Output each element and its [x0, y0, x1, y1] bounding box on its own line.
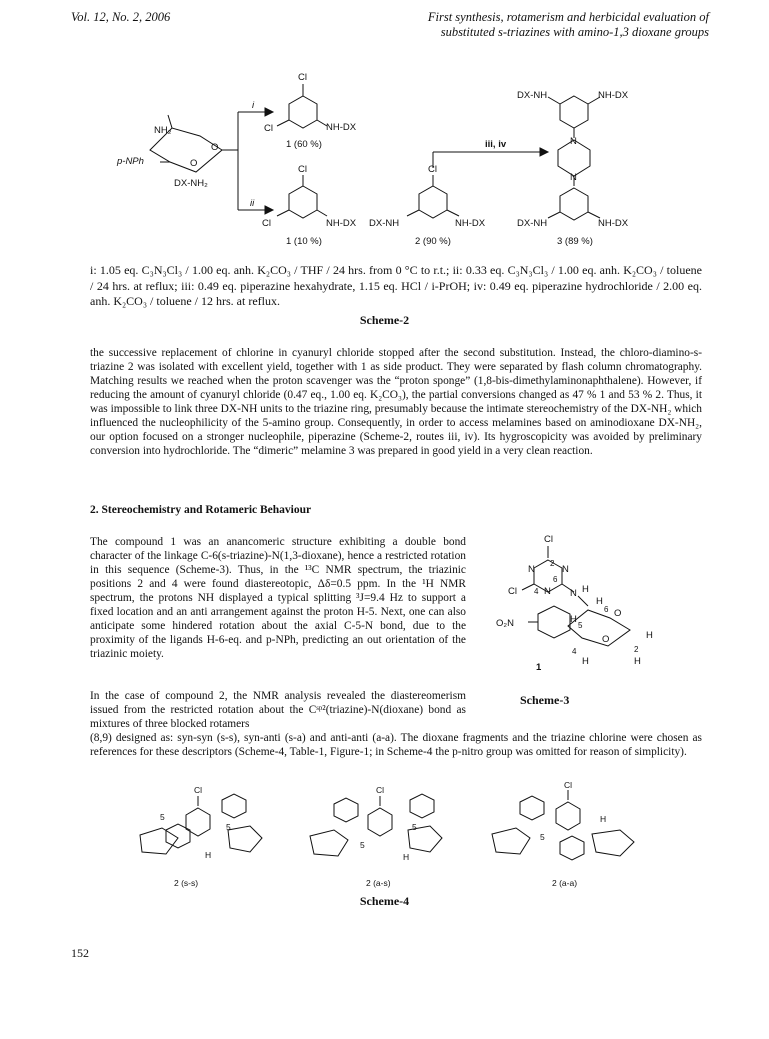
nitrogen-label: N	[570, 136, 577, 147]
scheme-2-conditions: i: 1.05 eq. C₃N₃Cl₃ / 1.00 eq. anh. K₂CO₃ / THF / 24 hrs. from 0 °C to r.t.; ii: 0.33 eq. C₃N₃Cl₃ / 1.00 eq. anh. K₂CO₃ / toluene / 24 hrs. at reflux; iii: 0.49 eq. piperazine hexahydrate, 1.15 eq. HCl / i-PrOH; iv: 0.49 eq. piperazine hydrochloride / 2.00 eq. anh. K₂CO₃ / toluene / 12 hrs. at reflux.	[90, 263, 702, 308]
oxygen-label: O	[190, 158, 198, 169]
route-i-label: i	[252, 100, 255, 111]
starting-material-label: DX-NH₂	[174, 178, 208, 189]
nitrophenyl-label: p-NPh	[117, 156, 144, 167]
dioxane-position-4: 4	[572, 647, 577, 656]
paragraph-2: The compound 1 was an anancomeric structure exhibiting a double bond character of the linkage C-6(s-triazine)-N(1,3-dioxane), hence a restricted rotation in this sequence (Scheme-3). Thus, in the ¹³C NMR spectrum, the triazinic positions 2 and 4 were found diastereotopic, Δδ=0.5 ppm. In the ¹H NMR spectrum, the protons NH displayed a typical splitting ³J=9.4 Hz to support a fixed location and an anti arrangement against the proton H-5. Next, one can also anticipate some hindered rotation about the axial C-5-N bond, due to the proximity of the ligands H-6-eq. and p-NPh, predicting an out orientation of the triazinic moiety.	[90, 536, 466, 660]
nhdx-label: NH-DX	[326, 218, 357, 229]
compound-3-yield: 3 (89 %)	[557, 236, 593, 247]
dioxane-position-6: 6	[604, 605, 609, 614]
dioxane-position-2: 2	[634, 645, 639, 654]
rotamer-a-s-label: 2 (a-s)	[366, 878, 391, 888]
compound-1-label: 1	[536, 662, 542, 673]
hydrogen-label: H	[646, 630, 653, 641]
scheme-2-figure	[0, 0, 769, 262]
chlorine-label: Cl	[564, 780, 573, 790]
scheme-3-caption: Scheme-3	[520, 693, 570, 707]
chlorine-label: Cl	[298, 72, 307, 83]
amine-label: NH₂	[154, 125, 172, 136]
nhdx-label: NH-DX	[326, 122, 357, 133]
rotamer-a-s-structure	[310, 794, 442, 856]
rotamer-s-s-label: 2 (s-s)	[174, 878, 199, 888]
triazine-ring-1-top	[289, 96, 317, 128]
oxygen-label: O	[602, 634, 610, 645]
hydrogen-label: H	[205, 850, 212, 860]
oxygen-label: O	[614, 608, 622, 619]
rotamer-s-s-structure	[140, 794, 262, 854]
nitrogen-label: N	[544, 586, 551, 597]
hydrogen-label: H	[582, 656, 589, 667]
paragraph-3-narrow: In the case of compound 2, the NMR analysis revealed the diastereomerism issued from the restricted rotation about the Cˢᵖ²(triazine)-N(dioxane) bond as mixtures of three blocked rotamers	[90, 690, 466, 730]
rotamer-a-a-structure	[492, 790, 634, 860]
position-5-label: 5	[226, 822, 231, 832]
rotamer-a-a-label: 2 (a-a)	[552, 878, 578, 888]
nhdx-label: NH-DX	[598, 218, 629, 229]
nitro-label: O₂N	[496, 618, 514, 629]
nitrogen-label: N	[562, 564, 569, 575]
compound-2-yield: 2 (90 %)	[415, 236, 451, 247]
dxnh-label: DX-NH	[369, 218, 400, 229]
scheme-4-caption: Scheme-4	[359, 894, 410, 908]
hydrogen-label: H	[596, 596, 603, 607]
hydrogen-label: H	[600, 814, 607, 824]
page-number: 152	[71, 946, 89, 960]
compound-1-yield-bottom: 1 (10 %)	[286, 236, 322, 247]
dxnh-label: DX-NH	[517, 90, 548, 101]
triazine-position-2: 2	[550, 559, 555, 568]
position-5-label: 5	[160, 812, 165, 822]
nitrogen-label: N	[570, 172, 577, 183]
chlorine-label: Cl	[376, 785, 385, 795]
running-title-line-1: First synthesis, rotamerism and herbicidal evaluation of	[427, 10, 709, 24]
chlorine-label: Cl	[428, 164, 437, 175]
chlorine-label: Cl	[194, 785, 203, 795]
paragraph-1: the successive replacement of chlorine in cyanuryl chloride stopped after the second substitution. Instead, the chloro-diamino-s-triazine 2 was isolated with excellent yield, together with 1 as side product. They were separated by flash column chromatography. Matching results we reached when the proton scavenger was the “proton sponge” (1,8-bis-dimethylaminonaphthalene). However, if reducing the amount of cyanuryl chloride (0.47 eq., 1.00 eq. K₂CO₃), the partial conversions changed as 47 % 1 and 53 % 2. Thus, it was impossible to link three DX-NH units to the triazine ring, presumably because the intimate stereochemistry of the DX-NH₂ which influenced the nucleophilicity of the 5-amino group. Consequently, in order to access melamines based on aminodioxane DX-NH₂, our option focused on a stronger nucleophile, piperazine (Scheme-2, routes iii, iv). Its hygroscopicity was avoided by preliminary conversion into hydrochloride. The “dimeric” melamine 3 was prepared in good yield in a very clean reaction.	[90, 347, 702, 457]
nhdx-label: NH-DX	[598, 90, 629, 101]
triazine-ring-3-top	[560, 96, 588, 128]
running-header-left: Vol. 12, No. 2, 2006	[71, 10, 171, 24]
chlorine-label: Cl	[298, 164, 307, 175]
hydrogen-label: H	[582, 584, 589, 595]
scheme-2-caption: Scheme-2	[359, 313, 410, 327]
nitrogen-label: N	[570, 588, 577, 599]
chlorine-label: Cl	[262, 218, 271, 229]
section-heading: 2. Stereochemistry and Rotameric Behaviour	[90, 504, 312, 516]
dxnh-label: DX-NH	[517, 218, 548, 229]
triazine-ring-2	[419, 186, 447, 218]
triazine-ring-3-bottom	[560, 188, 588, 220]
paragraph-3-continued: (8,9) designed as: syn-syn (s-s), syn-anti (s-a) and anti-anti (a-a). The dioxane fragments and the triazine chlorine were chosen as references for these descriptors (Scheme-4, Table-1, Figure-1; in Scheme-4 the p-nitro group was omitted for reason of simplicity).	[90, 732, 702, 758]
dioxane-position-5: 5	[578, 621, 583, 630]
chlorine-label: Cl	[508, 586, 517, 597]
triazine-ring-1-bottom	[289, 186, 317, 218]
nitrogen-label: N	[528, 564, 535, 575]
route-iii-iv-label: iii, iv	[485, 139, 507, 150]
scheme-3-figure	[470, 530, 700, 700]
chlorine-label: Cl	[264, 123, 273, 134]
position-5-label: 5	[412, 822, 417, 832]
position-5-label: 5	[540, 832, 545, 842]
position-5-label: 5	[360, 840, 365, 850]
benzene-ring	[538, 606, 570, 638]
chlorine-label: Cl	[544, 534, 553, 545]
running-title-line-2: substituted s-triazines with amino-1,3 dioxane groups	[440, 25, 709, 39]
compound-1-yield-top: 1 (60 %)	[286, 139, 322, 150]
nhdx-label: NH-DX	[455, 218, 486, 229]
route-ii-label: ii	[250, 198, 255, 209]
scheme-4-figure	[0, 780, 769, 900]
hydrogen-label: H	[634, 656, 641, 667]
hydrogen-label: H	[570, 614, 577, 625]
oxygen-label: O	[211, 142, 219, 153]
triazine-position-6: 6	[553, 575, 558, 584]
hydrogen-label: H	[403, 852, 410, 862]
triazine-position-4: 4	[534, 587, 539, 596]
